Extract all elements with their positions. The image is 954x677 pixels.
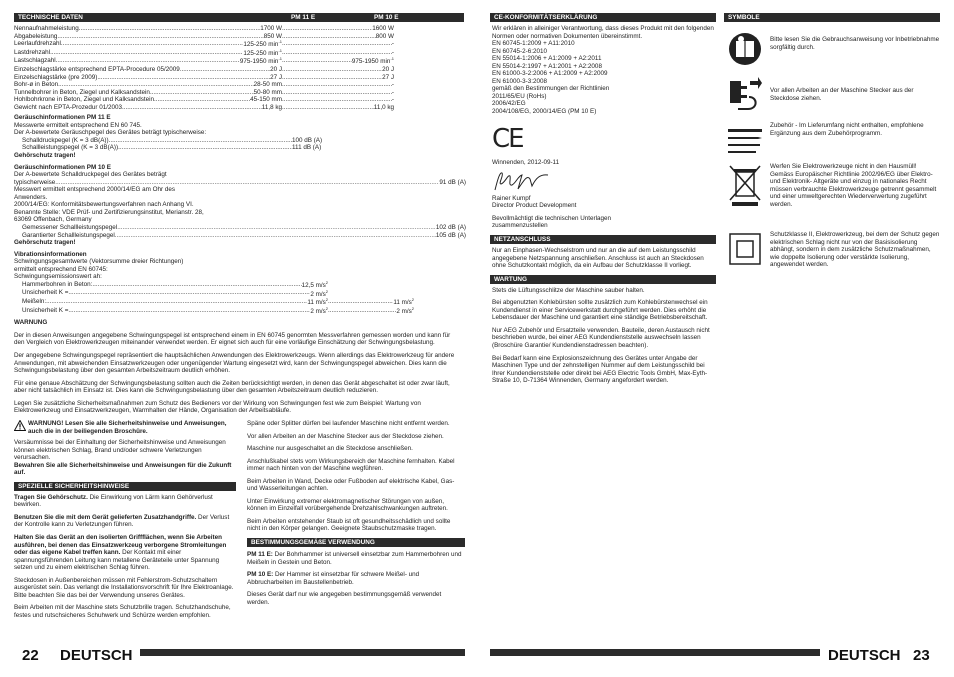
col-pm10e-heading: PM 10 E — [374, 14, 399, 21]
symbol-class-ii-text: Schutzklasse II, Elektrowerkzeug, bei dem der Schutz gegen elektrischen Schlag nicht nur von der Basisisolierung abhängt, sondern in dem zusätzliche Schutzmaßnahmen, wie doppelte Isolierung oder verstärkte Isolierung, angewendet werden. — [770, 231, 940, 269]
vib-line1: Schwingungsgesamtwerte (Vektorsumme dreier Richtungen) — [14, 258, 184, 266]
symbol-unplug-text: Vor allen Arbeiten an der Maschine Stecker aus der Steckdose ziehen. — [770, 87, 914, 102]
spec-value-pm11e: 45-150 mm — [250, 96, 282, 104]
ce-line: 2004/108/EG, 2000/14/EG (PM 10 E) — [492, 108, 597, 116]
safety-warning-bold: WARNUNG! Lesen Sie alle Sicherheitshinweise und Anweisungen, auch die in der beiliegenden Broschüre. — [28, 420, 227, 435]
ce-mark-icon: CE — [492, 123, 523, 154]
spec-label: Lastdrehzahl — [14, 48, 51, 56]
symbol-unplug — [728, 75, 938, 119]
intended-use-item: Dieses Gerät darf nur wie angegeben bestimmungsgemäß verwendet werden. — [247, 591, 442, 606]
vib-row: Unsicherheit K = ..... 2 $m/s^2$ — [22, 289, 466, 298]
vib-line2: ermittelt entsprechend EN 60745: — [14, 265, 108, 273]
ce-line: 2006/42/EG — [492, 100, 526, 108]
vib-row: Meißeln: ..... 11 $m/s^2$ ..... 11 $m/s^2$ — [22, 298, 466, 307]
footer-bar-left — [140, 649, 465, 656]
protection-class-ii-icon — [728, 232, 762, 266]
spec-value-pm10e: - — [391, 96, 394, 104]
noise2-line1: Der A-bewertete Schalldruckpegel des Gerätes beträgt — [14, 171, 167, 179]
spec-label: Nennaufnahmeleistung — [14, 25, 79, 32]
spec-value-pm10e: 800 W — [375, 32, 394, 40]
netz-text: Nur an Einphasen-Wechselstrom und nur an die auf dem Leistungsschild angegebene Netzspannung anschließen. Anschluss ist auch an Steckdosen ohne Schutzkontakt möglich, da ein Aufbau der Schutzklasse II vorliegt. — [492, 247, 704, 270]
noise2-line5: Benannte Stelle: VDE Prüf- und Zertifizierungsinstitut, Merianstr. 28, — [14, 208, 204, 216]
safety-note: Anschlußkabel stets vom Wirkungsbereich der Maschine fernhalten. Kabel immer nach hinten von der Maschine wegführen. — [247, 457, 455, 473]
spec-label: Lastschlagzahl — [14, 57, 56, 65]
noise1-row2: Schallleistungspegel (K = 3 dB(A)) ..... 111 dB (A) — [14, 144, 466, 152]
signature-icon — [492, 170, 552, 192]
ce-line: 2011/65/EU (RoHs) — [492, 92, 547, 100]
spec-value-pm11e: 1700 W — [260, 25, 282, 32]
spec-value-pm10e: 27 J — [382, 73, 394, 81]
ce-line: Wir erklären in alleiniger Verantwortung, dass dieses Produkt mit den folgenden Normen oder normativen Dokumenten übereinstimmt. — [492, 25, 714, 40]
safety-note: Vor allen Arbeiten an der Maschine Stecker aus der Steckdose ziehen. — [247, 432, 444, 440]
footer-bar-right — [490, 649, 820, 656]
footer-lang-right: DEUTSCH — [828, 647, 901, 664]
symbol-class-ii — [728, 228, 938, 288]
intended-use-item: PM 11 E: Der Bohrhammer ist universell einsetzbar zum Hammerbohren und Meißeln in Gestein und Beton. — [247, 551, 462, 566]
ce-line: EN 60745-1:2009 + A11:2010 — [492, 40, 575, 48]
accessory-icon — [728, 120, 762, 160]
safety-note: Späne oder Splitter dürfen bei laufender Maschine nicht entfernt werden. — [247, 420, 450, 427]
spec-value-pm11e: 27 J — [270, 73, 282, 81]
signer-role: Director Product Development — [492, 202, 577, 210]
spec-row — [14, 89, 466, 97]
symbol-manual — [728, 32, 938, 72]
noise1-line2: Der A-bewertete Geräuschpegel des Gerätes beträgt typischerweise: — [14, 129, 207, 137]
netz-header: NETZANSCHLUSS — [490, 235, 716, 244]
spec-row — [14, 40, 466, 49]
noise2-row0: typischerweise ..... 91 dB (A) — [14, 179, 466, 187]
vibration-paragraph: Der in diesen Anweisungen angegebene Schwingungspegel ist entsprechend einem in EN 60745 genormten Messverfahren gemessen worden und kann für den Vergleich von Elektrowerkzeugen miteinander verwendet werden. Er eignet sich auch für eine vorläufige Einschätzung der Schwingungsbelastung. — [14, 331, 451, 347]
noise1-title: Geräuschinformationen PM 11 E — [14, 114, 111, 122]
tech-specs — [14, 25, 466, 420]
unplug-icon — [728, 75, 762, 113]
safety-note: Beim Arbeiten in Wand, Decke oder Fußboden auf elektrische Kabel, Gas- und Wasserleitungen achten. — [247, 477, 455, 493]
special-safety-item: Steckdosen in Außenbereichen müssen mit Fehlerstrom-Schutzschaltern ausgerüstet sein. Das verlangt die Installationsvorschrift für Ihre Elektroanlage. Bitte beachten Sie das bei der Verwendung unseres Gerätes. — [14, 576, 234, 599]
spec-row — [14, 25, 466, 33]
authorized-text: Bevollmächtigt die technischen Unterlagen zusammenzustellen — [492, 214, 612, 230]
wartung-paragraph: Bei Bedarf kann eine Explosionszeichnung des Gerätes unter Angabe der Maschinen Type und der zehnstelligen Nummer auf dem Leistungsschild bei Ihrer Kundendienststelle oder direkt bei AEG Electric Tools GmbH, Max-Eyth-Straße 10, D-71364 Winnenden, Germany angefordert werden. — [492, 354, 708, 385]
noise2-line3: Anwenders. — [14, 193, 48, 201]
special-safety-item: Beim Arbeiten mit der Maschine stets Schutzbrille tragen. Schutzhandschuhe, festes und rutschsicheres Schuhwerk und Schürze werden empfohlen. — [14, 604, 231, 619]
symbol-disposal — [728, 163, 938, 223]
noise2-row1: Gemessener Schallleistungspegel ..... 102 dB (A) — [14, 224, 466, 232]
ce-line: EN 55014-1:2006 + A1:2009 + A2:2011 — [492, 55, 602, 63]
page-number-right: 23 — [913, 647, 930, 664]
spec-value-pm11e: 20 J — [270, 66, 282, 74]
safety-note: Unter Einwirkung extremer elektromagnetischer Störungen von außen, können im Einzelfall vorübergehende Drehzahlschwankungen auftreten. — [247, 497, 448, 513]
wartung-paragraph: Bei abgenutzten Kohlebürsten sollte zusätzlich zum Kohlebürstenwechsel ein Kundendienst in einer Servicewerkstatt durchgeführt werden. Dies erhöht die Lebensdauer der Maschine und garantiert eine ständige Betriebsbereitschaft. — [492, 299, 708, 322]
spec-row — [14, 96, 466, 104]
symbols-header: SYMBOLE — [724, 13, 940, 22]
spec-value-pm11e: 850 W — [263, 32, 282, 40]
vib-line3: Schwingungsemissionswert ah: — [14, 273, 102, 281]
safety-note: Beim Arbeiten entstehender Staub ist oft gesundheitsschädlich und sollte nicht in den Körper gelangen. Geeignete Staubschutzmaske tragen. — [247, 517, 451, 533]
intended-use-item: PM 10 E: Der Hammer ist einsetzbar für schwere Meißel- und Abbrucharbeiten im Baustellenbetrieb. — [247, 571, 420, 586]
spec-label: Bohr-ø in Beton — [14, 81, 59, 89]
spec-value-pm11e: 28-50 mm — [253, 81, 282, 89]
spec-value-pm10e: - — [391, 48, 394, 56]
spec-label: Einzelschlagstärke (pre 2009) — [14, 73, 98, 81]
spec-value-pm10e: 11,0 kg — [373, 103, 394, 111]
noise1-row1: Schalldruckpegel (K = 3 dB(A)) ..... 100 dB (A) — [14, 137, 466, 145]
warnung-title: WARNUNG — [14, 319, 48, 327]
tech-data-header — [14, 13, 464, 22]
spec-value-pm11e: 975-1950 $\min^{-1}$ — [239, 57, 282, 66]
ce-line: EN 60745-2-6:2010 — [492, 47, 547, 55]
spec-label: Einzelschlagstärke entsprechend EPTA-Procedure 05/2009 — [14, 66, 180, 74]
tech-data-title: TECHNISCHE DATEN — [18, 14, 83, 21]
noise1-line1: Messwerte ermittelt entsprechend EN 60 745. — [14, 121, 142, 129]
warning-triangle-icon — [14, 420, 26, 431]
spec-label: Abgabeleistung — [14, 32, 58, 40]
spec-value-pm11e: 11,8 kg — [261, 103, 282, 111]
vibration-paragraph: Der angegebene Schwingungspegel repräsentiert die hauptsächlichen Anwendungen des Elektrowerkzeugs. Wenn allerdings das Elektrowerkzeug für andere Anwendungen, mit abweichenden Einsatzwerkzeugen oder ungenügender Wartung eingesetzt wird, kann der Schwingungspegel abweichen. Dies kann die Schwingungsbelastung über den gesamten Arbeitszeitraum deutlich erhöhen. — [14, 351, 455, 375]
ce-line: EN 61000-3-2:2006 + A1:2009 + A2:2009 — [492, 70, 608, 78]
manual-icon — [728, 32, 762, 66]
signer-name: Rainer Kumpf — [492, 194, 531, 202]
vib-title: Vibrationsinformationen — [14, 250, 87, 258]
safety-keep: Bewahren Sie alle Sicherheitshinweise und Anweisungen für die Zukunft auf. — [14, 461, 232, 477]
spec-label: Tunnelbohrer in Beton, Ziegel und Kalksandstein — [14, 88, 150, 96]
noise2-line4: 2000/14/EG: Konformitätsbewertungsverfahren nach Anhang VI. — [14, 201, 194, 209]
special-safety-item: Tragen Sie Gehörschutz. Die Einwirkung von Lärm kann Gehörverlust bewirken. — [14, 493, 213, 509]
spec-row — [14, 33, 466, 41]
intended-use-header: BESTIMMUNGSGEMÄßE VERWENDUNG — [247, 538, 465, 547]
noise2-title: Geräuschinformationen PM 10 E — [14, 163, 111, 171]
spec-row — [14, 81, 466, 89]
vibration-paragraph: Für eine genaue Abschätzung der Schwingungsbelastung sollten auch die Zeiten berücksichtigt werden, in denen das Gerät abgeschaltet ist oder zwar läuft, aber nicht tatsächlich im Einsatz ist. Dies kann die Schwingungsbelastung über den gesamten Arbeitszeitraum deutlich reduzieren. — [14, 379, 450, 395]
special-safety-header: SPEZIELLE SICHERHEITSHINWEISE — [14, 482, 236, 491]
spec-value-pm11e: 50-80 mm — [253, 88, 282, 96]
ce-column — [492, 25, 716, 390]
spec-row — [14, 49, 466, 58]
special-safety-item: Halten Sie das Gerät an den isolierten Griffflächen, wenn Sie Arbeiten ausführen, bei denen das Einsatzwerkzeug verborgene Stromleitungen oder das eigene Kabel treffen kann. Der Kontakt mit einer spannungsführenden Leitung kann metallene Geräteteile unter Spannung setzen und zu einem elektrischen Schlag führen. — [14, 534, 227, 572]
spec-row — [14, 57, 466, 66]
safety-note: Maschine nur ausgeschaltet an die Steckdose anschließen. — [247, 445, 413, 453]
vibration-paragraph: Legen Sie zusätzliche Sicherheitsmaßnahmen zum Schutz des Bedieners vor der Wirkung von Schwingungen fest wie zum Beispiel: Wartung von Elektrowerkzeug und Einsatzwerkzeugen, Warmhalten der Hände, Organisation der Arbeitsabläufe. — [14, 399, 421, 415]
ce-line: gemäß den Bestimmungen der Richtlinien — [492, 85, 610, 93]
wartung-paragraph: Nur AEG Zubehör und Ersatzteile verwenden. Bauteile, deren Austausch nicht beschrieben wurde, bei einer AEG Kundendienststelle auswechseln lassen (Broschüre Garantie/ Kundendienstadressen beachten). — [492, 326, 710, 349]
middle-column — [247, 420, 465, 611]
footer-lang-left: DEUTSCH — [60, 647, 133, 664]
spec-label: Hohlbohrkrone in Beton, Ziegel und Kalksandstein — [14, 96, 155, 104]
spec-value-pm11e: 125-250 $\min^{-1}$ — [243, 48, 282, 57]
spec-value-pm10e: 975-1950 $\min^{-1}$ — [351, 57, 394, 66]
safety-warning-text: Versäumnisse bei der Einhaltung der Sicherheitshinweise und Anweisungen können elektrischen Schlag, Brand und/oder schwere Verletzungen verursachen. — [14, 439, 226, 462]
ce-header: CE-KONFORMITÄTSERKLÄRUNG — [490, 13, 716, 22]
noise2-line6: 63069 Offenbach, Germany — [14, 216, 92, 224]
noise2-row2: Garantierter Schallleistungspegel ..... 105 dB (A) — [14, 232, 466, 240]
page-number-left: 22 — [22, 647, 39, 664]
spec-value-pm10e: 1600 W — [372, 25, 394, 32]
spec-row — [14, 66, 466, 74]
noise2-line2: Messwert ermittelt entsprechend 2000/14/EG am Ohr des — [14, 186, 175, 194]
spec-value-pm11e: 125-250 $\min^{-1}$ — [243, 40, 282, 49]
special-safety-item: Benutzen Sie die mit dem Gerät gelieferten Zusatzhandgriffe. Der Verlust der Kontrolle kann zu Verletzungen führen. — [14, 513, 230, 529]
crossed-bin-icon — [728, 163, 762, 209]
col-pm11e-heading: PM 11 E — [291, 14, 316, 21]
spec-row — [14, 104, 466, 112]
vib-row: Unsicherheit K = ..... 2 $m/s^2$ ..... 2 $m/s^2$ — [22, 307, 466, 316]
symbol-accessory-text: Zubehör - Im Lieferumfang nicht enthalten, empfohlene Ergänzung aus dem Zubehörprogramm. — [770, 122, 924, 137]
noise2-warning: Gehörschutz tragen! — [14, 239, 76, 247]
vib-row: Hammerbohren in Beton: ..... 12,5 $m/s^2$ — [22, 281, 466, 290]
symbol-accessory — [728, 120, 938, 166]
spec-row — [14, 74, 466, 82]
symbol-manual-text: Bitte lesen Sie die Gebrauchsanweisung vor Inbetriebnahme sorgfältig durch. — [770, 36, 940, 51]
spec-label: Gewicht nach EPTA-Prozedur 01/2003 — [14, 103, 123, 111]
spec-value-pm10e: - — [391, 40, 394, 48]
symbol-disposal-text: Werfen Sie Elektrowerkzeuge nicht in den Hausmüll! Gemäss Europäischer Richtlinie 2002/96/EG über Elektro- und Elektronik- Altgeräte und einzug in nationales Recht müssen verbrauchte Elektrowerkzeuge getrennt gesammelt und einer umweltgerechten Wiederverwertung zugeführt werden. — [770, 163, 937, 208]
wartung-paragraph: Stets die Lüftungsschlitze der Maschine sauber halten. — [492, 286, 645, 294]
spec-label: Leerlaufdrehzahl — [14, 40, 61, 48]
wartung-header: WARTUNG — [490, 275, 716, 284]
spec-value-pm10e: - — [391, 81, 394, 89]
spec-value-pm10e: - — [391, 88, 394, 96]
ce-line: EN 61000-3-3:2008 — [492, 77, 547, 85]
ce-place-date: Winnenden, 2012-09-11 — [492, 158, 560, 166]
ce-line: EN 55014-2:1997 + A1:2001 + A2:2008 — [492, 62, 602, 70]
spec-value-pm10e: 20 J — [382, 66, 394, 74]
noise1-warning: Gehörschutz tragen! — [14, 152, 76, 160]
safety-column — [14, 420, 236, 624]
